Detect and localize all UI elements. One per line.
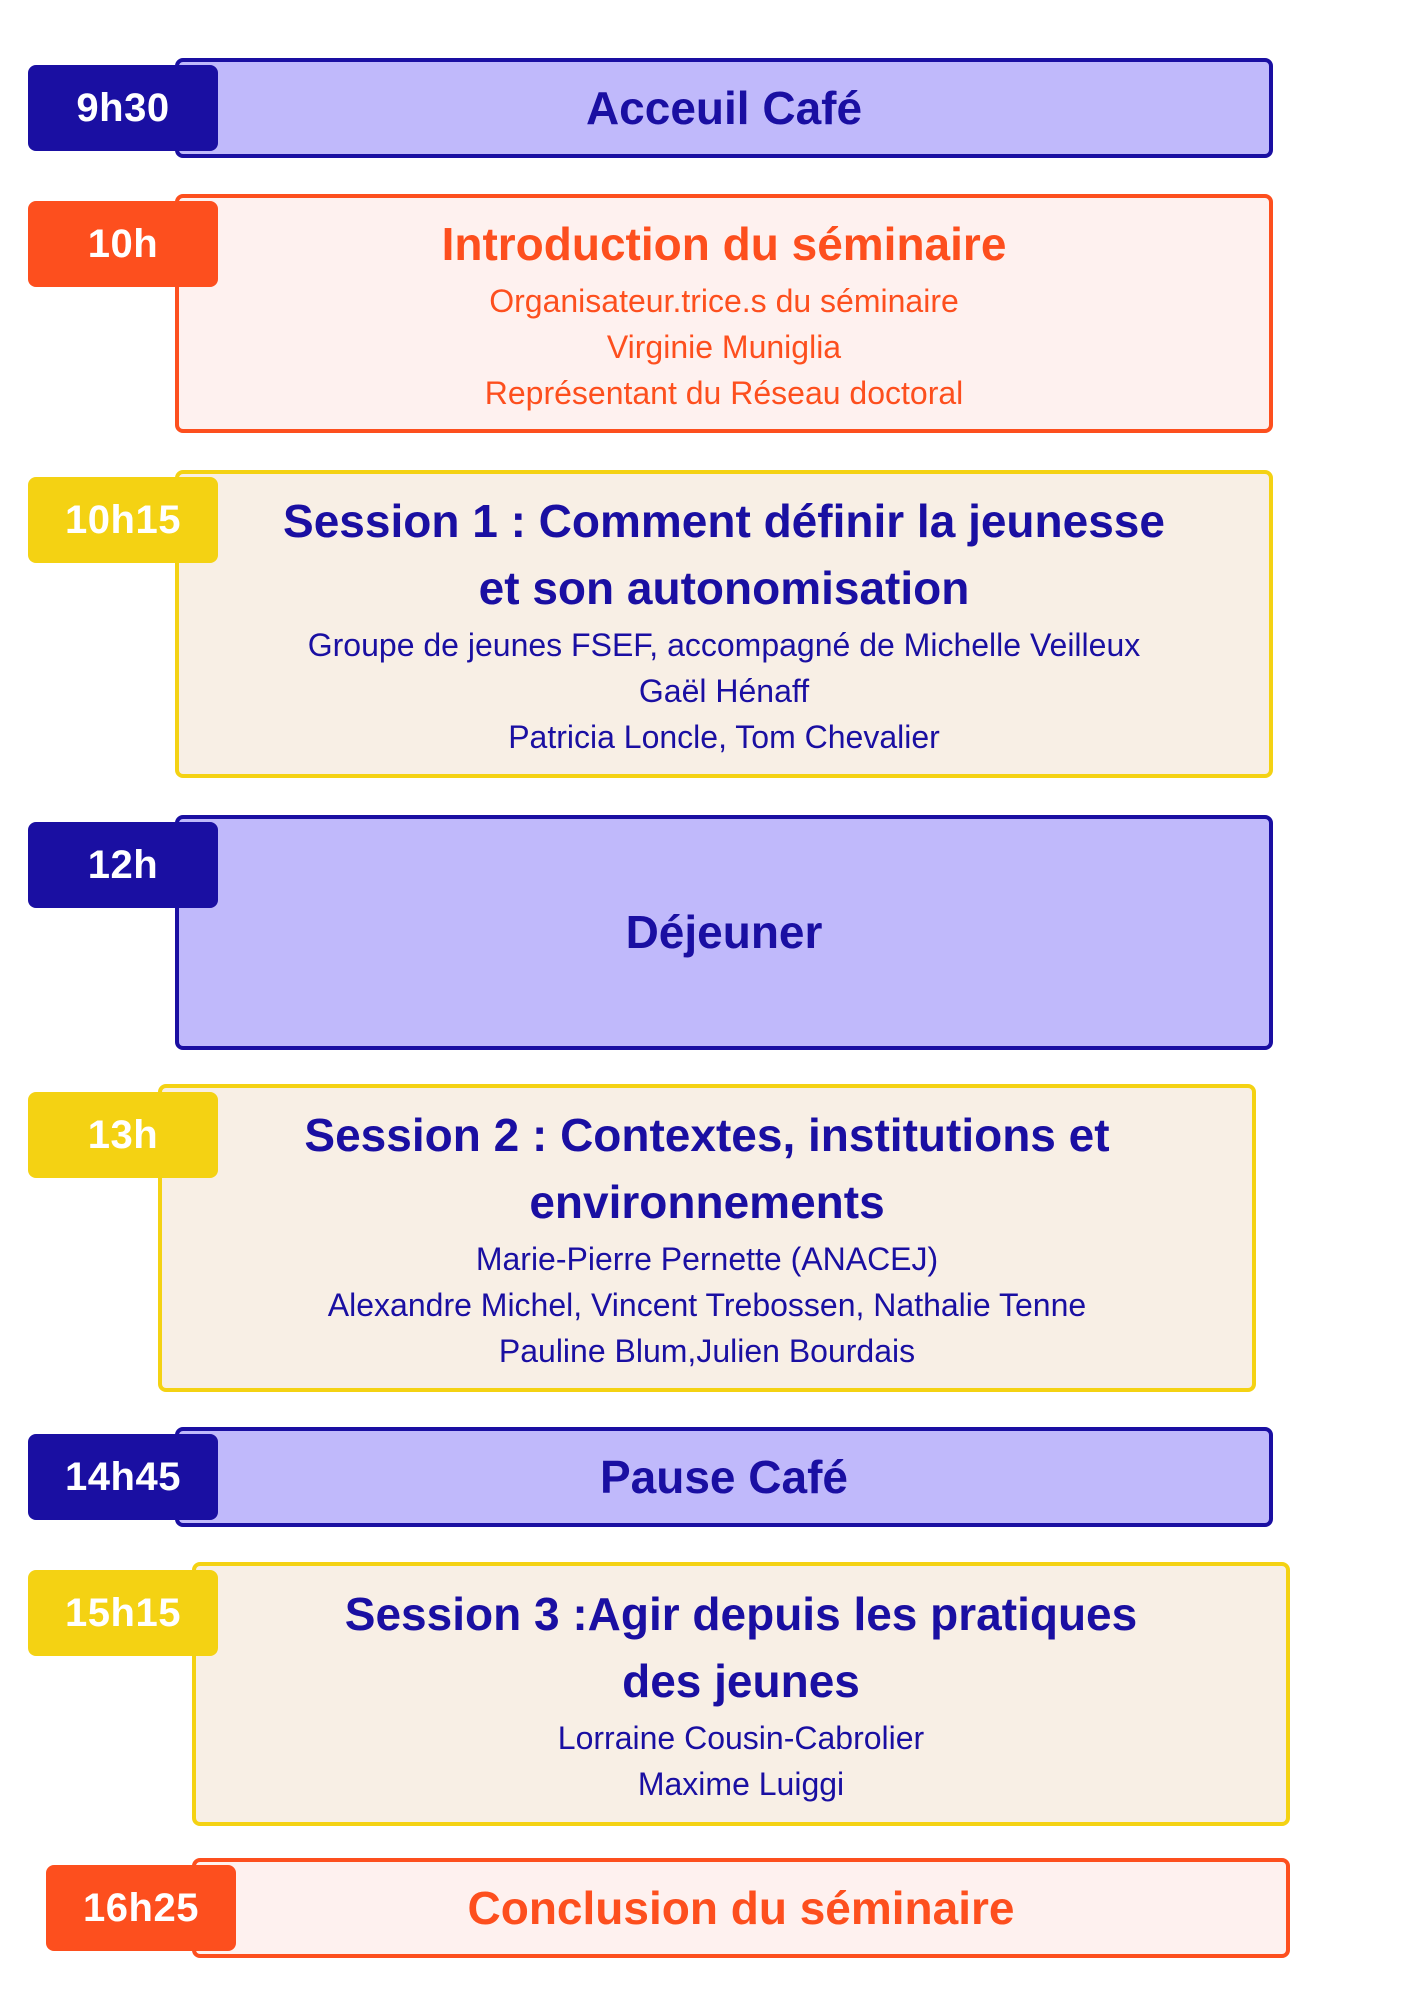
item-title-line: Session 1 : Comment définir la jeunesse: [283, 495, 1165, 547]
schedule-box: [175, 470, 1273, 778]
speaker-line: Maxime Luiggi: [637, 1766, 845, 1802]
item-title: Déjeuner: [625, 906, 823, 958]
schedule-box: [175, 58, 1273, 158]
speaker-line: Virginie Muniglia: [606, 329, 842, 365]
item-title-line: et son autonomisation: [478, 562, 970, 614]
speaker-line: Lorraine Cousin-Cabrolier: [557, 1720, 925, 1756]
time-badge: 12h: [28, 822, 218, 908]
speaker-line: Groupe de jeunes FSEF, accompagné de Michelle Veilleux: [307, 627, 1141, 663]
time-badge: 13h: [28, 1092, 218, 1178]
schedule-box: [175, 815, 1273, 1050]
item-title: Conclusion du séminaire: [467, 1881, 1015, 1934]
speaker-line: Alexandre Michel, Vincent Trebossen, Nathalie Tenne: [327, 1287, 1087, 1323]
time-badge: 9h30: [28, 65, 218, 151]
schedule-box: [158, 1084, 1256, 1392]
item-title: Introduction du séminaire: [441, 218, 1007, 270]
time-badge: 10h: [28, 201, 218, 287]
time-badge: 16h25: [46, 1865, 236, 1951]
time-badge: 15h15: [28, 1570, 218, 1656]
item-title-line: Session 3 :Agir depuis les pratiques: [344, 1588, 1138, 1640]
speaker-line: Marie-Pierre Pernette (ANACEJ): [475, 1241, 939, 1277]
item-title: Acceuil Café: [585, 81, 863, 134]
item-title-line: Session 2 : Contextes, institutions et: [304, 1109, 1110, 1161]
speaker-line: Pauline Blum,Julien Bourdais: [498, 1333, 916, 1369]
speaker-line: Représentant du Réseau doctoral: [484, 375, 964, 411]
speaker-line: Gaël Hénaff: [638, 673, 810, 709]
item-title-line: environnements: [529, 1176, 885, 1228]
schedule-box: [175, 194, 1273, 433]
time-badge: 14h45: [28, 1434, 218, 1520]
speaker-line: Patricia Loncle, Tom Chevalier: [508, 719, 940, 755]
time-badge: 10h15: [28, 477, 218, 563]
item-title: Pause Café: [599, 1450, 848, 1503]
item-title-line: des jeunes: [622, 1655, 860, 1707]
schedule-box: [192, 1858, 1290, 1958]
speaker-line: Organisateur.trice.s du séminaire: [489, 283, 959, 319]
schedule-box: [192, 1562, 1290, 1826]
schedule-box: [175, 1427, 1273, 1527]
